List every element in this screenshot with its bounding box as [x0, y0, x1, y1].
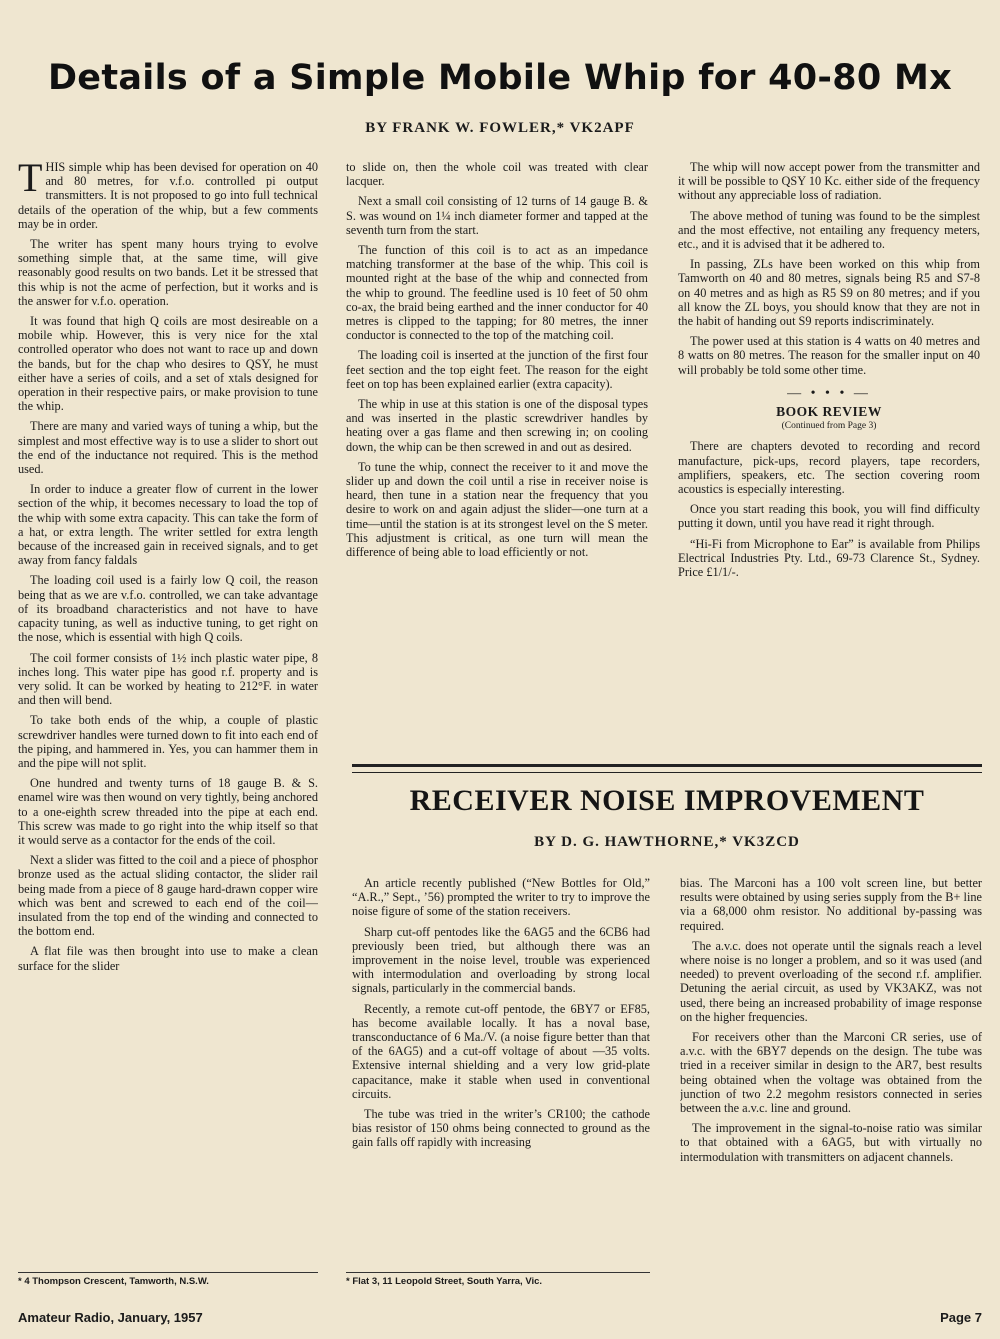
book-review-heading: BOOK REVIEW [776, 404, 882, 420]
article-paragraph: There are many and varied ways of tuning a whip, but the simplest and most effective way is to use a slider to short out the end of the inductance not required. This is the method used. [18, 419, 318, 477]
article-paragraph: The loading coil used is a fairly low Q coil, the reason being that as we are v.f.o. controlled, we can take advantage of its broadband characteristics and not have to have capacity tuning, as well as inductive tuning, to get right on the nose, which is essential with high Q coils. [18, 573, 318, 645]
article-paragraph: An article recently published (“New Bottles for Old,” “A.R.,” Sept., ’56) prompted the writer to try to improve the noise figure of some of the station receivers. [352, 876, 650, 919]
article-byline: BY FRANK W. FOWLER,* VK2APF [365, 120, 635, 136]
receiver-noise-byline: BY D. G. HAWTHORNE,* VK3ZCD [534, 834, 800, 850]
article-paragraph: Sharp cut-off pentodes like the 6AG5 and the 6CB6 had previously been tried, but although there was an improvement in the noise level, trouble was experienced with intermodulation and overloading by strong local signals, particularly in the commercial bands. [352, 924, 650, 996]
article-paragraph [18, 160, 318, 231]
article-paragraph: Next a slider was fitted to the coil and a piece of phosphor bronze used as the actual sliding contactor, the slider rail being made from a piece of 8 gauge hard-drawn copper wire which was bent and screwed to each end of the coil—insulated from the top end of the winding and connected to the bottom end. [18, 853, 318, 939]
article-paragraph: The tube was tried in the writer’s CR100; the cathode bias resistor of 150 ohms being connected to ground as the gain falls off rapidly with increasing [352, 1107, 650, 1150]
drop-cap: T [18, 160, 43, 200]
section-separator: — • • • — [787, 385, 871, 401]
article-paragraph: A flat file was then brought into use to make a clean surface for the slider [18, 944, 318, 973]
article-paragraph: The coil former consists of 1½ inch plastic water pipe, 8 inches long. This water pipe has good r.f. property and is very solid. It can be worked by heating to 212°F. in water and then will bend. [18, 650, 318, 708]
article-paragraph: to slide on, then the whole coil was treated with clear lacquer. [346, 160, 648, 189]
article-paragraph: The power used at this station is 4 watts on 40 metres and 8 watts on 80 metres. The reason for the smaller input on 40 will probably be told some other time. [678, 334, 980, 377]
author-footnote: * 4 Thompson Crescent, Tamworth, N.S.W. [18, 1272, 318, 1287]
article-paragraph: Next a small coil consisting of 12 turns of 14 gauge B. & S. was wound on 1¼ inch diameter former and tapped at the seventh turn from the start. [346, 194, 648, 237]
article-paragraph: The whip will now accept power from the transmitter and it will be possible to QSY 10 Kc. either side of the frequency without any appreciable loss of radiation. [678, 160, 980, 203]
article-column-1 [18, 160, 318, 1264]
page-number: Page 7 [940, 1310, 982, 1325]
book-review-paragraph: Once you start reading this book, you will find difficulty putting it down, until you have read it right through. [678, 502, 980, 531]
article-column-3 [678, 160, 980, 760]
article-paragraph: The loading coil is inserted at the junction of the first four feet section and the top eight feet. The reason for the eight feet on top has been explained earlier (extra capacity). [346, 348, 648, 391]
article-paragraph: In passing, ZLs have been worked on this whip from Tamworth on 40 and 80 metres, signals being R5 and S7-8 on 40 metres and as high as R5 S9 on 80 metres; and if you all know the ZL boys, you should know that they are not in the habit of handing out S9 reports indiscriminately. [678, 257, 980, 329]
article-paragraph: The above method of tuning was found to be the simplest and the most effective, not entailing any frequency meters, etc., and it is advised that it be adhered to. [678, 208, 980, 252]
paragraph-text: HIS simple whip has been devised for operation on 40 and 80 metres, for v.f.o. controlled pi output transmitters. It is not proposed to go into full technical details of the operation of the whip, but a few comments may be in order. [18, 160, 318, 231]
receiver-noise-headline: RECEIVER NOISE IMPROVEMENT [409, 784, 925, 817]
article-paragraph: In order to induce a greater flow of current in the lower section of the whip, it becomes necessary to load the top of the whip with some extra capacity. This can take the form of a hat, or extra length. The writer settled for extra length because of the increased gain in received signals, and to get away from fancy faldals [18, 482, 318, 568]
book-review-paragraph: “Hi-Fi from Microphone to Ear” is available from Philips Electrical Industries Pty. Ltd., 69-73 Clarence St., Sydney. Price £1/1/-. [678, 536, 980, 580]
section-divider [352, 764, 982, 773]
receiver-noise-column-1 [352, 876, 650, 1264]
article-paragraph: One hundred and twenty turns of 18 gauge B. & S. enamel wire was then wound on very tightly, being anchored to a one-eighth screw threaded into the pipe at each end. This screw was made to go right into the whip itself so that it would serve as a contactor for the ends of the coil. [18, 776, 318, 847]
article-paragraph: The whip in use at this station is one of the disposal types and was inserted in the plastic screwdriver handles by heating over a gas flame and then screwing in; on cooling down, the whip can be then screwed in and out as desired. [346, 397, 648, 454]
article-paragraph: Recently, a remote cut-off pentode, the 6BY7 or EF85, has become available locally. It has a noval base, transconductance of 6 Ma./V. (a noise figure better than that of the 6AG5) and a cut-off voltage of about —35 volts. Extensive internal shielding and a very low grid-plate capacitance, make it stable when used in conventional circuits. [352, 1001, 650, 1101]
article-paragraph: The writer has spent many hours trying to evolve something simple that, at the same time, will give reasonably good results on two bands. Let it be stressed that this whip is not the acme of perfection, but it works and is the answer for v.f.o. operation. [18, 237, 318, 308]
author-footnote: * Flat 3, 11 Leopold Street, South Yarra, Vic. [346, 1272, 650, 1287]
book-review-paragraph: There are chapters devoted to recording and record manufacture, pick-ups, record players, tape recorders, amplifiers, speakers, etc. The section covering room acoustics is especially interesting. [678, 439, 980, 497]
article-paragraph: It was found that high Q coils are most desireable on a mobile whip. However, this is very nice for the xtal controlled operator who does not want to race up and down the bands, but for the chap who desires to QSY, he must either have a series of coils, and a set of xtals designed for operation in their respective pairs, or make provision to tune the whip. [18, 314, 318, 414]
book-review-continued-note: (Continued from Page 3) [781, 421, 877, 432]
article-paragraph: bias. The Marconi has a 100 volt screen line, but better results were obtained by using series supply from the B+ line via a 68,000 ohm resistor. No additional by-passing was required. [680, 876, 982, 933]
article-paragraph: To take both ends of the whip, a couple of plastic screwdriver handles were turned down to fit into each end of the piping, and hammered in. Yes, you can hammer them in and the pipe will not split. [18, 713, 318, 770]
article-paragraph: The improvement in the signal-to-noise ratio was similar to that obtained with a 6AG5, but with virtually no intermodulation with transmitters on adjacent channels. [680, 1121, 982, 1164]
publication-footer: Amateur Radio, January, 1957 [18, 1310, 203, 1325]
article-paragraph: The a.v.c. does not operate until the signals reach a level where noise is no longer a problem, and so it was used (and needed) to prevent overloading of the second r.f. amplifier. Detuning the aerial circuit, as used by VK3AKZ, was not used, there being an increased probability of image response on the higher frequencies. [680, 938, 982, 1024]
article-paragraph: For receivers other than the Marconi CR series, use of a.v.c. with the 6BY7 depends on the design. The tube was tried in a receiver similar in design to the AR7, best results being obtained when the voltage was obtained from the junction of two 2.2 megohm resistors connected in series between the a.v.c. line and ground. [680, 1030, 982, 1116]
article-headline: Details of a Simple Mobile Whip for 40-80 Mx [47, 58, 953, 98]
receiver-noise-column-2 [680, 876, 982, 1288]
article-column-2 [346, 160, 648, 750]
article-paragraph: The function of this coil is to act as an impedance matching transformer at the base of the whip. This coil is mounted right at the base of the whip and connected from the whip to ground. The feedline used is 10 feet of 50 ohm co-ax, the braid being earthed and the inner conductor for 40 metres is clipped to the tapping; for 80 metres, the inner conductor is connected to the top of the matching coil. [346, 243, 648, 343]
article-paragraph: To tune the whip, connect the receiver to it and move the slider up and down the coil until a rise in receiver noise is heard, then tune in a station near the frequency that you desire to work on and again adjust the slider—one turn at a time—until the station is at its strongest level on the S meter. This adjustment is critical, as one turn will mean the difference of being able to load efficiently or not. [346, 459, 648, 560]
